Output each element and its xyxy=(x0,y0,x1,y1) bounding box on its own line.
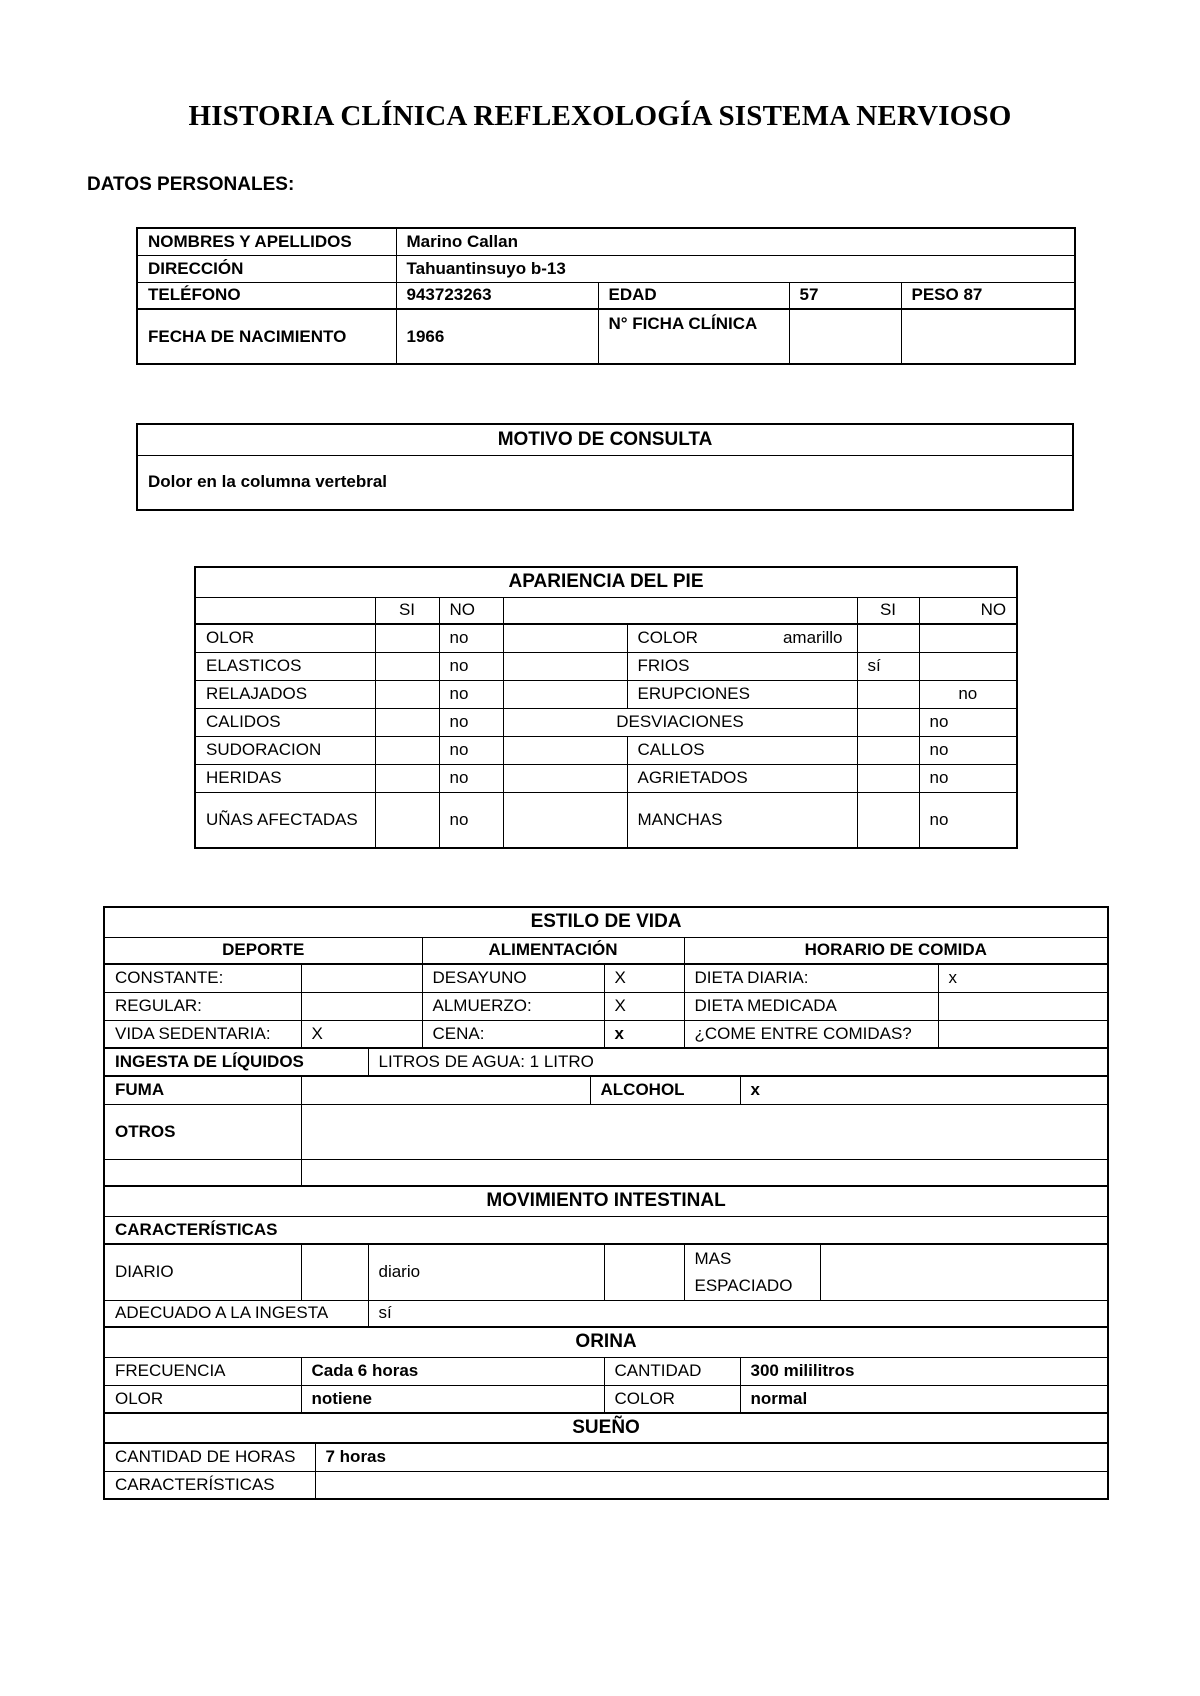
sueno-header: SUEÑO xyxy=(104,1413,1108,1443)
frecuencia-label: FRECUENCIA xyxy=(104,1357,301,1385)
horario-label: ¿COME ENTRE COMIDAS? xyxy=(684,1020,938,1048)
horario-value[interactable] xyxy=(938,1020,1108,1048)
pie-row-right-si[interactable] xyxy=(857,624,919,652)
diario-value[interactable]: diario xyxy=(368,1244,604,1300)
color-label: COLOR xyxy=(604,1385,740,1413)
ficha-clinica-extra[interactable] xyxy=(901,309,1075,364)
horas-label: CANTIDAD DE HORAS xyxy=(104,1443,315,1471)
ingesta-liquidos-value[interactable]: LITROS DE AGUA: 1 LITRO xyxy=(368,1048,1108,1076)
pie-no-header-right: NO xyxy=(919,597,1017,624)
adecuado-value[interactable]: sí xyxy=(368,1300,1108,1327)
pie-row-label: ELASTICOS xyxy=(195,652,375,680)
intestinal-caracteristicas: CARACTERÍSTICAS xyxy=(104,1216,1108,1244)
diario-label: DIARIO xyxy=(104,1244,301,1300)
pie-row-gap xyxy=(503,624,627,652)
alimentacion-value[interactable]: X xyxy=(604,992,684,1020)
pie-row-si[interactable] xyxy=(375,736,439,764)
nombres-value[interactable]: Marino Callan xyxy=(396,228,1075,255)
pie-row-right-label: ERUPCIONES xyxy=(627,680,857,708)
pie-row-gap xyxy=(503,680,627,708)
pie-row-right-label: MANCHAS xyxy=(627,792,857,848)
color-value[interactable]: normal xyxy=(740,1385,1108,1413)
pie-row-right-no[interactable]: no xyxy=(919,708,1017,736)
pie-row-right-si[interactable]: sí xyxy=(857,652,919,680)
nombres-label: NOMBRES Y APELLIDOS xyxy=(137,228,396,255)
pie-row-label: OLOR xyxy=(195,624,375,652)
pie-row-gap xyxy=(503,764,627,792)
pie-blank-header xyxy=(195,597,375,624)
otros-extra-label xyxy=(104,1159,301,1186)
deporte-header: DEPORTE xyxy=(104,937,422,964)
pie-row-right-no[interactable]: no xyxy=(919,736,1017,764)
direccion-label: DIRECCIÓN xyxy=(137,255,396,282)
alcohol-label: ALCOHOL xyxy=(590,1076,740,1104)
pie-row-gap xyxy=(503,652,627,680)
pie-row-si[interactable] xyxy=(375,624,439,652)
direccion-value[interactable]: Tahuantinsuyo b-13 xyxy=(396,255,1075,282)
horario-value[interactable] xyxy=(938,992,1108,1020)
edad-label: EDAD xyxy=(598,282,789,309)
horas-value[interactable]: 7 horas xyxy=(315,1443,1108,1471)
pie-blank-header-2 xyxy=(503,597,857,624)
pie-row-right-label: CALLOS xyxy=(627,736,857,764)
olor-value[interactable]: notiene xyxy=(301,1385,604,1413)
pie-row-si[interactable] xyxy=(375,764,439,792)
pie-row-no[interactable]: no xyxy=(439,792,503,848)
motivo-value[interactable]: Dolor en la columna vertebral xyxy=(137,455,1073,510)
alimentacion-value[interactable]: x xyxy=(604,1020,684,1048)
estilo-header: ESTILO DE VIDA xyxy=(104,907,1108,937)
pie-row-label: SUDORACION xyxy=(195,736,375,764)
motivo-consulta-table xyxy=(136,423,1074,511)
datos-personales-table xyxy=(136,227,1076,365)
pie-row-label: CALIDOS xyxy=(195,708,375,736)
horario-label: DIETA DIARIA: xyxy=(684,964,938,992)
intestinal-blank[interactable] xyxy=(604,1244,684,1300)
ficha-clinica-value[interactable] xyxy=(789,309,901,364)
frecuencia-value[interactable]: Cada 6 horas xyxy=(301,1357,604,1385)
pie-no-header: NO xyxy=(439,597,503,624)
pie-row-right-no[interactable] xyxy=(919,652,1017,680)
alimentacion-label: CENA: xyxy=(422,1020,604,1048)
otros-label: OTROS xyxy=(104,1104,301,1159)
ficha-clinica-label: N° FICHA CLÍNICA xyxy=(598,309,789,364)
pie-row-right-si[interactable] xyxy=(857,792,919,848)
pie-right-extra[interactable]: amarillo xyxy=(782,628,843,648)
pie-row-right-label: AGRIETADOS xyxy=(627,764,857,792)
fuma-label: FUMA xyxy=(104,1076,301,1104)
pie-row-right-label: DESVIACIONES xyxy=(503,708,857,736)
horario-value[interactable]: x xyxy=(938,964,1108,992)
pie-row-right-no[interactable] xyxy=(919,624,1017,652)
pie-row-label: HERIDAS xyxy=(195,764,375,792)
document-title: HISTORIA CLÍNICA REFLEXOLOGÍA SISTEMA NERVIOSO xyxy=(188,100,1012,132)
pie-header: APARIENCIA DEL PIE xyxy=(195,567,1017,597)
section-datos-personales: DATOS PERSONALES: xyxy=(87,174,295,195)
pie-row-right-si[interactable] xyxy=(857,764,919,792)
deporte-value[interactable]: X xyxy=(301,1020,422,1048)
deporte-label: VIDA SEDENTARIA: xyxy=(104,1020,301,1048)
edad-value[interactable]: 57 xyxy=(789,282,901,309)
orina-header: ORINA xyxy=(104,1327,1108,1357)
horario-header: HORARIO DE COMIDA xyxy=(684,937,1108,964)
pie-si-header: SI xyxy=(375,597,439,624)
pie-row-label: RELAJADOS xyxy=(195,680,375,708)
diario-check[interactable] xyxy=(301,1244,368,1300)
alimentacion-header: ALIMENTACIÓN xyxy=(422,937,684,964)
pie-row-si[interactable] xyxy=(375,680,439,708)
mas-espaciado-value[interactable] xyxy=(820,1244,1108,1300)
pie-row-right-no[interactable]: no xyxy=(919,792,1017,848)
alimentacion-label: DESAYUNO xyxy=(422,964,604,992)
apariencia-pie-table xyxy=(194,566,1018,849)
motivo-header: MOTIVO DE CONSULTA xyxy=(137,424,1073,455)
pie-row-right-no[interactable]: no xyxy=(919,764,1017,792)
pie-row-right-label xyxy=(627,624,857,652)
pie-row-si[interactable] xyxy=(375,792,439,848)
alcohol-value[interactable]: x xyxy=(740,1076,1108,1104)
fecha-nacimiento-label: FECHA DE NACIMIENTO xyxy=(137,309,396,364)
pie-si-header-right: SI xyxy=(857,597,919,624)
pie-row-right-si[interactable] xyxy=(857,680,919,708)
fecha-nacimiento-value[interactable]: 1966 xyxy=(396,309,598,364)
cantidad-value[interactable]: 300 mililitros xyxy=(740,1357,1108,1385)
pie-row-no[interactable]: no xyxy=(439,708,503,736)
olor-label: OLOR xyxy=(104,1385,301,1413)
estilo-vida-table xyxy=(103,906,1109,1500)
pie-row-right-no[interactable]: no xyxy=(919,680,1017,708)
pie-row-no[interactable]: no xyxy=(439,680,503,708)
deporte-value[interactable] xyxy=(301,992,422,1020)
pie-right-label-text: COLOR xyxy=(637,628,698,648)
horario-label: DIETA MEDICADA xyxy=(684,992,938,1020)
deporte-label: REGULAR: xyxy=(104,992,301,1020)
pie-row-no[interactable]: no xyxy=(439,736,503,764)
sueno-caracteristicas-label: CARACTERÍSTICAS xyxy=(104,1471,315,1499)
sueno-caracteristicas-value[interactable] xyxy=(315,1471,1108,1499)
otros-extra-value[interactable] xyxy=(301,1159,1108,1186)
pie-row-label: UÑAS AFECTADAS xyxy=(195,792,375,848)
pie-row-si[interactable] xyxy=(375,652,439,680)
adecuado-label: ADECUADO A LA INGESTA xyxy=(104,1300,368,1327)
deporte-value[interactable] xyxy=(301,964,422,992)
pie-row-right-label: FRIOS xyxy=(627,652,857,680)
pie-row-right-si[interactable] xyxy=(857,708,919,736)
pie-row-gap xyxy=(503,736,627,764)
telefono-value[interactable]: 943723263 xyxy=(396,282,598,309)
cantidad-label: CANTIDAD xyxy=(604,1357,740,1385)
pie-row-no[interactable]: no xyxy=(439,624,503,652)
alimentacion-label: ALMUERZO: xyxy=(422,992,604,1020)
telefono-label: TELÉFONO xyxy=(137,282,396,309)
pie-row-si[interactable] xyxy=(375,708,439,736)
pie-row-gap xyxy=(503,792,627,848)
intestinal-header: MOVIMIENTO INTESTINAL xyxy=(104,1186,1108,1216)
pie-row-no[interactable]: no xyxy=(439,652,503,680)
otros-value[interactable] xyxy=(301,1104,1108,1159)
ingesta-liquidos-label: INGESTA DE LÍQUIDOS xyxy=(104,1048,368,1076)
deporte-label: CONSTANTE: xyxy=(104,964,301,992)
pie-row-no[interactable]: no xyxy=(439,764,503,792)
pie-row-right-si[interactable] xyxy=(857,736,919,764)
mas-espaciado-label: MAS ESPACIADO xyxy=(684,1244,820,1300)
fuma-value[interactable] xyxy=(301,1076,590,1104)
peso-label[interactable]: PESO 87 xyxy=(901,282,1075,309)
alimentacion-value[interactable]: X xyxy=(604,964,684,992)
